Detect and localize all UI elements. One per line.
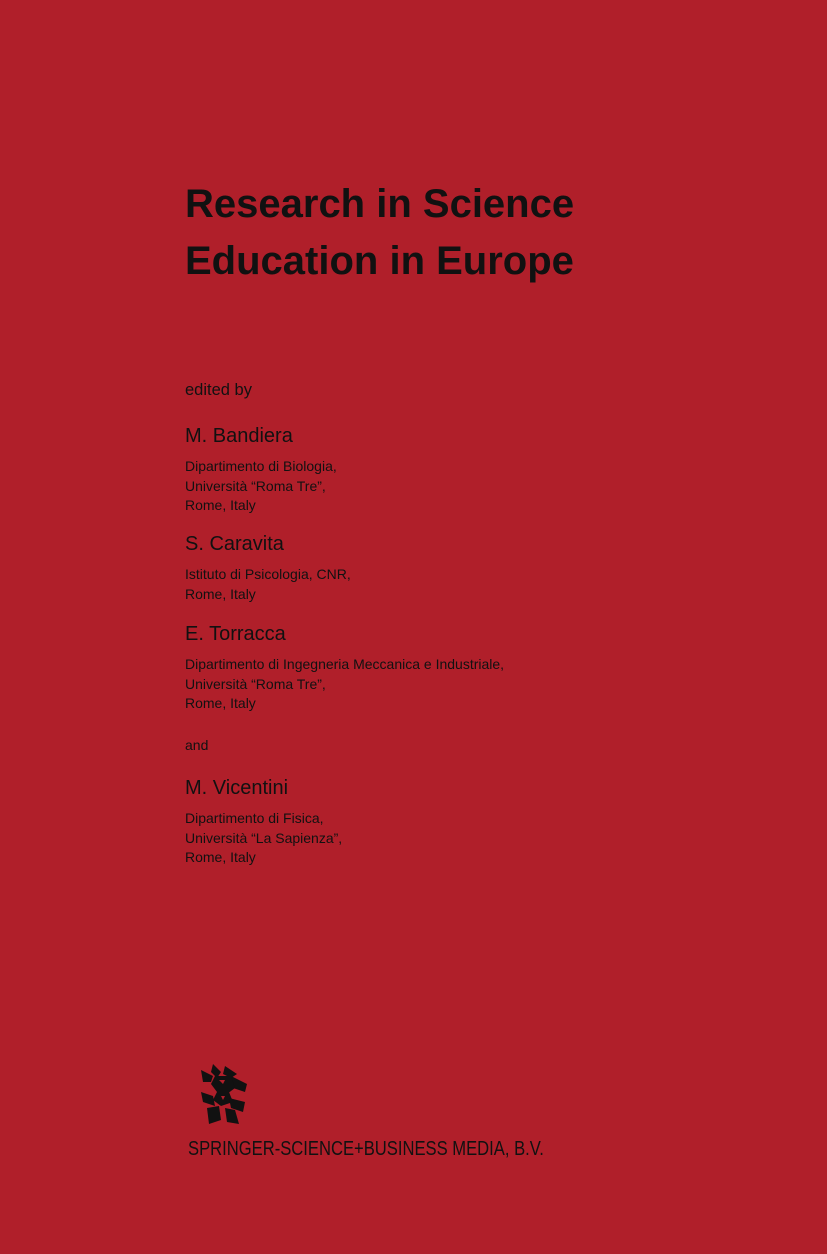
editor-affiliation bbox=[185, 809, 342, 868]
affiliation-line: Dipartimento di Biologia, bbox=[185, 458, 337, 474]
springer-chess-knight-logo-icon bbox=[199, 1062, 249, 1126]
edited-by-label: edited by bbox=[185, 381, 252, 399]
publisher-name: SPRINGER-SCIENCE+BUSINESS MEDIA, B.V. bbox=[188, 1138, 544, 1160]
conjunction-and: and bbox=[185, 737, 209, 753]
affiliation-line: Università “La Sapienza”, bbox=[185, 829, 343, 846]
book-title bbox=[185, 176, 745, 290]
editor-affiliation bbox=[185, 655, 504, 714]
affiliation-line: Università “Roma Tre”, bbox=[185, 477, 326, 494]
editor-affiliation bbox=[185, 565, 351, 604]
affiliation-line: Rome, Italy bbox=[185, 585, 256, 602]
affiliation-line: Dipartimento di Ingegneria Meccanica e Industriale, bbox=[185, 656, 505, 672]
book-title-line-2: Education in Europe bbox=[185, 239, 574, 283]
affiliation-line: Università “Roma Tre”, bbox=[185, 675, 326, 692]
affiliation-line: Rome, Italy bbox=[185, 695, 256, 711]
editor-name: M. Bandiera bbox=[185, 425, 293, 447]
book-title-line-1: Research in Science bbox=[185, 182, 575, 226]
editor-name: E. Torracca bbox=[185, 623, 286, 645]
affiliation-line: Dipartimento di Fisica, bbox=[185, 810, 324, 826]
affiliation-line: Rome, Italy bbox=[185, 497, 256, 513]
editor-affiliation bbox=[185, 457, 337, 516]
editor-name: S. Caravita bbox=[185, 533, 284, 555]
affiliation-line: Istituto di Psicologia, CNR, bbox=[185, 566, 351, 582]
affiliation-line: Rome, Italy bbox=[185, 849, 256, 865]
editor-name: M. Vicentini bbox=[185, 777, 289, 799]
